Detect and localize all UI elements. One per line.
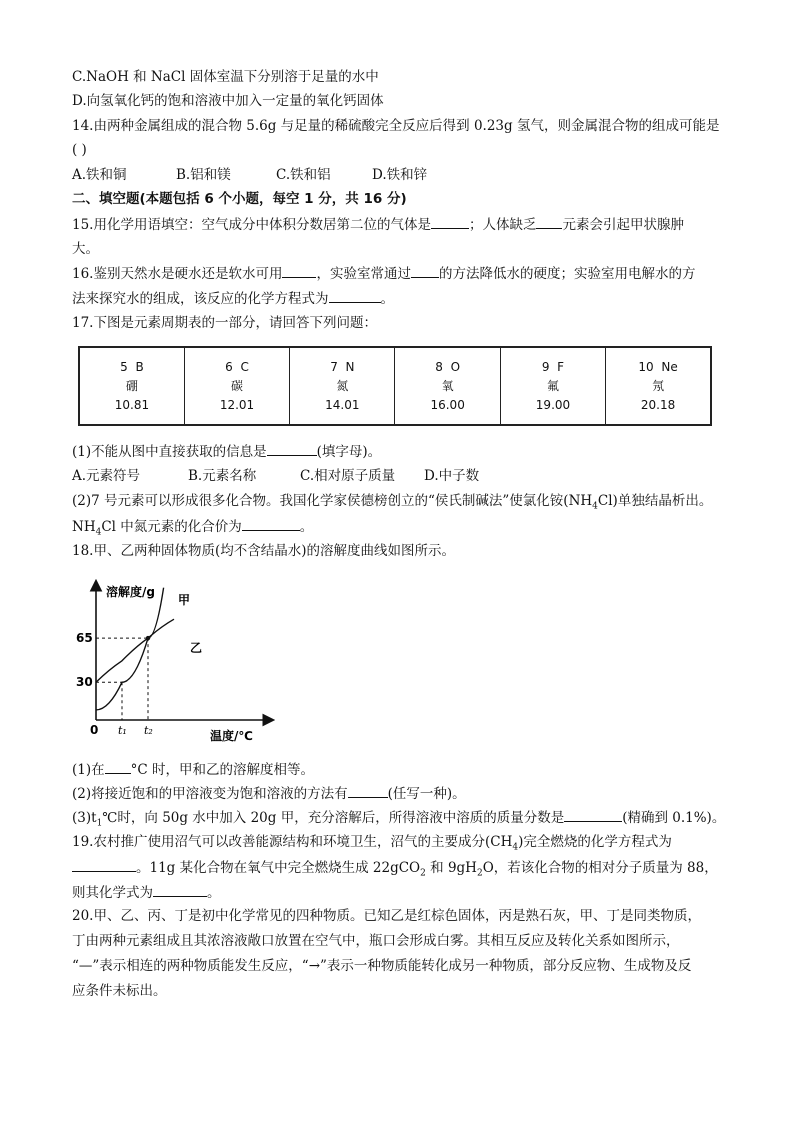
- element-f-name: 氟: [546, 378, 559, 393]
- q19-text-end: )完全燃烧的化学方程式为: [518, 834, 672, 850]
- element-cell-b: [79, 347, 184, 425]
- element-f-header: 9 F: [541, 359, 565, 374]
- element-f-mass: 19.00: [535, 397, 571, 412]
- q17-option-b: B.元素名称: [188, 468, 257, 484]
- element-cell-c: [184, 347, 289, 425]
- question-18-2: [72, 784, 466, 803]
- element-ne-name: 氖: [652, 378, 665, 393]
- q19-c-text: 则其化学式为: [72, 885, 153, 901]
- q17-option-c: C.相对原子质量: [300, 468, 396, 484]
- q19-b-text2: 和 9gH: [425, 860, 477, 876]
- q18-1-blank[interactable]: [105, 760, 131, 774]
- q18-2-text: (2)将接近饱和的甲溶液变为饱和溶液的方法有: [72, 786, 348, 802]
- q19-sub: 4: [512, 842, 519, 853]
- y-axis-label: 溶解度/g: [106, 585, 155, 599]
- q15-blank-1[interactable]: [431, 215, 469, 229]
- q16-text-c: 的方法降低水的硬度；实验室用电解水的方: [438, 266, 696, 282]
- q18-3-blank[interactable]: [564, 808, 622, 822]
- question-17-2: [72, 492, 712, 516]
- q19-b-text3: O，若该化合物的相对分子质量为 88，: [482, 860, 718, 876]
- q16-blank-3[interactable]: [329, 289, 381, 303]
- element-b-mass: 10.81: [114, 397, 150, 412]
- element-c-header: 6 C: [225, 359, 249, 374]
- question-14: 14.由两种金属组成的混合物 5.6g 与足量的稀硫酸完全反应后得到 0.23g 氢气，则金属混合物的组成可能是: [72, 118, 720, 134]
- q19-blank-2[interactable]: [153, 883, 207, 897]
- q18-3-text-end: (精确到 0.1%)。: [622, 810, 726, 826]
- q18-1-text: (1)在: [72, 762, 105, 778]
- q18-3-t: (3)t: [72, 810, 97, 826]
- option-c: C.NaOH 和 NaCl 固体室温下分别溶于足量的水中: [72, 69, 379, 85]
- q19-b-sub2: 2: [476, 868, 483, 879]
- question-17-1: [72, 442, 381, 461]
- question-15: [72, 215, 684, 234]
- question-15-cont: 大。: [72, 241, 99, 257]
- series-yi-label: 乙: [190, 641, 203, 655]
- series-jia-curve: [96, 588, 164, 710]
- q17-1-text-end: (填字母)。: [316, 444, 382, 460]
- element-c-mass: 12.01: [219, 397, 255, 412]
- q17-2-text: (2)7 号元素可以形成很多化合物。我国化学家侯德榜创立的“侯氏制碱法”使氯化铵(NH: [72, 493, 593, 509]
- q15-text-b: ；人体缺乏: [468, 217, 537, 233]
- q18-3-text: ℃时，向 50g 水中加入 20g 甲，充分溶解后，所得溶液中溶质的质量分数是: [102, 810, 565, 826]
- element-o-header: 8 O: [435, 359, 461, 374]
- question-16-cont: [72, 289, 394, 308]
- element-o-mass: 16.00: [430, 397, 465, 412]
- q19-blank-1[interactable]: [72, 858, 136, 872]
- question-20-line-2: 丁由两种元素组成且其浓溶液敞口放置在空气中，瓶口会形成白雾。其相互反应及转化关系如图所示，: [72, 933, 680, 949]
- series-yi-curve: [96, 619, 174, 682]
- q15-text-a: 15.用化学用语填空：空气成分中体积分数居第二位的气体是: [72, 217, 431, 233]
- solubility-chart: [76, 578, 276, 748]
- q17-option-a: A.元素符号: [72, 468, 141, 484]
- question-14-options: [72, 166, 427, 184]
- q16-text-e: 。: [380, 291, 394, 307]
- q15-text-c: 元素会引起甲状腺肿: [562, 217, 684, 233]
- q16-blank-1[interactable]: [282, 264, 316, 278]
- intersection-point: [146, 636, 150, 640]
- q14-option-a: A.铁和铜: [72, 167, 127, 183]
- q19-text: 19.农村推广使用沼气可以改善能源结构和环境卫生，沼气的主要成分(CH: [72, 834, 513, 850]
- section-heading: 二、填空题(本题包括 6 个小题，每空 1 分，共 16 分): [72, 191, 407, 207]
- q18-2-blank[interactable]: [348, 784, 388, 798]
- element-cell-n: [290, 347, 395, 425]
- y-tick-30: 30: [76, 675, 93, 690]
- question-20: 20.甲、乙、丙、丁是初中化学常见的四种物质。已知乙是红棕色固体，丙是熟石灰，甲、丁是同类物质，: [72, 908, 701, 924]
- question-20-line-4: 应条件未标出。: [72, 983, 167, 999]
- element-ne-header: 10 Ne: [638, 359, 678, 374]
- question-17: 17.下图是元素周期表的一部分，请回答下列问题：: [72, 315, 377, 331]
- q18-2-text-end: (任写一种)。: [387, 786, 466, 802]
- question-19: [72, 833, 672, 857]
- origin-label: 0: [90, 723, 99, 737]
- x-tick-t2: t₂: [144, 724, 153, 737]
- question-18-3: [72, 808, 725, 833]
- q17-2b-sub: 4: [95, 527, 102, 538]
- q19-c-dot: 。: [207, 885, 221, 901]
- x-tick-t1: t₁: [118, 724, 127, 737]
- element-n-mass: 14.01: [325, 397, 360, 412]
- question-19-cont2: [72, 883, 221, 902]
- question-17-2-cont: [72, 517, 313, 542]
- q17-2b-text: Cl 中氮元素的化合价为: [101, 519, 242, 535]
- element-cell-ne: [606, 347, 711, 425]
- element-n-header: 7 N: [330, 359, 355, 374]
- q14-option-b: B.铝和镁: [176, 167, 231, 183]
- series-jia-label: 甲: [178, 593, 191, 607]
- q17-option-d: D.中子数: [424, 468, 480, 484]
- q19-b-text: 。11g 某化合物在氧气中完全燃烧生成 22gCO: [136, 860, 421, 876]
- q17-2-blank[interactable]: [242, 517, 300, 531]
- q17-2b-dot: 。: [299, 519, 314, 535]
- q17-2-text-end: Cl)单独结晶析出。: [597, 493, 713, 509]
- element-n-name: 氮: [336, 378, 349, 393]
- element-c-name: 碳: [230, 378, 243, 393]
- element-b-name: 硼: [125, 378, 138, 393]
- q18-1-text-end: °C 时，甲和乙的溶解度相等。: [130, 762, 314, 778]
- q14-option-d: D.铁和锌: [372, 167, 428, 183]
- question-16: [72, 264, 695, 283]
- q17-1-blank[interactable]: [267, 442, 317, 456]
- q16-text-b: ，实验室常通过: [316, 266, 411, 282]
- q14-option-c: C.铁和铝: [276, 167, 331, 183]
- question-19-cont: [72, 858, 718, 883]
- element-cell-o: [395, 347, 500, 425]
- q17-2b-formula: NH: [72, 519, 96, 535]
- periodic-table: [78, 346, 712, 426]
- q15-blank-2[interactable]: [536, 215, 562, 229]
- element-o-name: 氧: [441, 378, 454, 393]
- question-14-paren: ( ): [72, 142, 87, 158]
- question-18-1: [72, 760, 314, 779]
- question-20-line-3: “—”表示相连的两种物质能发生反应，“→”表示一种物质能转化成另一种物质，部分反应物、生成物及反: [72, 958, 692, 974]
- q17-1-text: (1)不能从图中直接获取的信息是: [72, 444, 267, 460]
- question-17-options: [72, 467, 479, 485]
- q16-blank-2[interactable]: [411, 264, 439, 278]
- q16-text-d: 法来探究水的组成，该反应的化学方程式为: [72, 291, 329, 307]
- element-ne-mass: 20.18: [640, 397, 676, 412]
- question-18: 18.甲、乙两种固体物质(均不含结晶水)的溶解度曲线如图所示。: [72, 543, 456, 559]
- element-cell-f: [500, 347, 605, 425]
- option-d: D.向氢氧化钙的饱和溶液中加入一定量的氧化钙固体: [72, 93, 384, 109]
- element-b-header: 5 B: [120, 359, 144, 374]
- q19-b-sub1: 2: [420, 868, 426, 879]
- x-axis-label: 温度/℃: [210, 729, 253, 743]
- q17-2-sub: 4: [592, 501, 598, 512]
- q18-3-sub: 1: [96, 818, 103, 829]
- q16-text-a: 16.鉴别天然水是硬水还是软水可用: [72, 266, 283, 282]
- y-tick-65: 65: [76, 631, 93, 646]
